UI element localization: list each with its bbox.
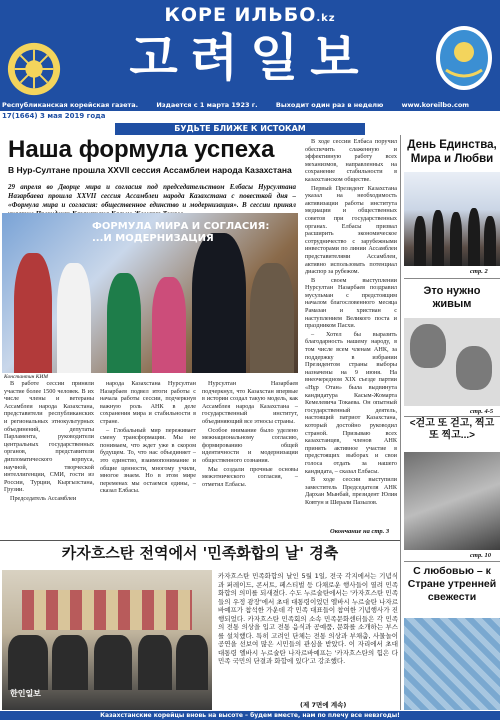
assembly-emblem-icon <box>432 22 496 94</box>
sidebar-photo <box>404 172 500 266</box>
article-column <box>202 380 298 528</box>
photo-figure <box>176 635 208 690</box>
photo-figure <box>52 635 88 690</box>
korean-title: 고려일보 <box>129 28 371 87</box>
paragraph: В своем выступлении Нурсултан Назарбаев поздравил мусульман с предстоящим началом благословенного месяца Рамазан и христиан с наступлением Великого поста и праздником Пасхи. <box>305 276 397 330</box>
masthead <box>0 0 500 100</box>
korean-article-body: 카자흐스탄 민족화합의 날인 5월 1일, 전국 각지에서는 기념식과 퍼레이드, 콘서트, 페스티벌 등 다채로운 행사들이 열려 민족화합의 의미를 되새겼다. 수도 누르술탄에서는 '카자흐스탄 민족들의 우정 광장'에서 초대 대통령이었던 엘바시 누르술탄 나자르바예프가 참석한 가운데 각 민족 대표들이 참여한 기념행사가 진행되었다. 카자흐스탄 민족회의 소속 민족문화센터들은 각 민족의 전통 의상을 입고 전통 음식과 공예품, 문화를 소개하는 부스를 설치했다. 특히 고려인 단체는 전통 의상과 부채춤, 사물놀이 공연을 선보여 많은 시민들의 관심을 받았다. 이 자리에서 초대대통령 엘바시 누르술탄 나자르바예프는 '카자흐스탄의 힘은 다민족 국민의 단결과 화합에 있다'고 강조했다. <box>218 572 398 665</box>
column-divider <box>400 135 401 710</box>
paragraph: В ходе сессии Елбаса поручил обеспечить слаженную и эффективную работу всех механизмов, направленных на сохранение стабильности в казахстанском обществе. <box>305 138 397 183</box>
sidebar-divider <box>404 278 500 279</box>
photo-figure <box>468 208 480 266</box>
issue-line: 17(1664) 3 мая 2019 года <box>2 112 106 120</box>
main-photo <box>2 213 298 373</box>
slogan-banner: БУДЬТЕ БЛИЖЕ К ИСТОКАМ <box>115 123 365 135</box>
paragraph: Особое внимание было уделено межнациональному согласию, формированию общей идентичности и модернизации общественного сознания. <box>202 426 298 464</box>
main-subhead: В Нур-Султане прошла XXVII сессия Ассамблеи народа Казахстана <box>8 165 292 175</box>
sidebar-item-title[interactable]: <걷고 또 걷고, 찍고 또 찍고...> <box>409 418 495 441</box>
photo-watermark: 한인일보 <box>10 689 41 698</box>
sidebar-photo <box>404 618 500 710</box>
photo-figure <box>250 263 294 373</box>
photo-figure <box>414 216 426 266</box>
photo-figure <box>107 273 141 373</box>
photo-figure <box>432 210 444 266</box>
paragraph: Председатель Ассамблеи <box>10 494 77 502</box>
sidebar-divider <box>404 561 500 562</box>
article-column <box>4 380 94 528</box>
sidebar-item-title[interactable]: День Единства, Мира и Любви <box>407 139 497 165</box>
tagline-item: Выходит один раз в неделю <box>275 101 384 109</box>
paragraph: – Хотел бы выразить благодарность нашему народу, в том числе всем членам АНК, за поддержку в избрании Президентом страны выборы назначены на 9 июня. На внеочередном XIX съезде партии «Нұр Отан» была выдвинута кандидатура Касым-Жомарта Кемелевича Токаева. Он опытный государственный деятель, настоящий патриот Казахстана, который достойно руководил страной. Призываю всех казахстанцев, членов АНК принять активное участие в предстоящих выборах и свои голоса отдать за нашего кандидата, – сказал Елбасы. <box>305 330 397 475</box>
sidebar-photo <box>404 452 500 550</box>
latin-title: КОРЕ ИЛЬБО.kz <box>164 4 336 26</box>
photo-figure <box>57 263 91 373</box>
article-column <box>305 138 397 528</box>
page-reference[interactable]: стр. 2 <box>470 268 488 275</box>
paragraph: В ходе сессии выступили заместитель Председателя АНК Дархан Мынбай, президент Юлия Ковтун и Шерали Пазылов. <box>305 476 397 506</box>
photo-figure <box>192 233 246 373</box>
tagline-item: Издается с 1 марта 1923 г. <box>156 101 258 109</box>
photo-figure <box>152 277 186 373</box>
footer-strip: Казахстанские корейцы вновь на высоте – будем вместе, нам по плечу все невзгоды! <box>0 711 500 720</box>
photo-figure <box>94 635 132 690</box>
paragraph: Первый Президент Казахстана указал на необходимость активизации работы института медиации и общественных советов при государственных органах. Елбасы призвал расширить экономическое сотрудничество с зарубежными инвесторами по линии Ассамблеи представителями Ассамблеи, активно использовать потенциал диаспор за рубежом. <box>305 184 397 276</box>
paragraph: Мы создали прочные основы межэтнического согласия, – отметил Елбасы. <box>202 465 298 488</box>
photo-figure <box>14 253 52 373</box>
tagline-bar <box>0 100 500 111</box>
sidebar-item-title[interactable]: С любовью – к Стране утренней свежести <box>407 565 497 603</box>
main-lead: 29 апреля во Дворце мира и согласия под председательством Елбасы Нурсултана Назарбаева прошла XXVII сессия Ассамблеи народа Казахстана с повесткой дня – «Формула мира и согласия: общественное единство и модернизация». В сессии принял <box>8 183 296 209</box>
article-column <box>100 380 196 528</box>
photo-figure <box>8 635 48 690</box>
continued-note[interactable]: Окончание на стр. 3 <box>330 528 390 535</box>
sidebar-item-title[interactable]: Это нужно живым <box>423 285 481 310</box>
website-link[interactable]: www.koreilbo.com <box>401 101 470 109</box>
continued-note[interactable]: (제 7면에 계속) <box>300 701 347 709</box>
korean-headline: 카자흐스탄 전역에서 '민족화합의 날' 경축 <box>0 540 400 564</box>
page-reference[interactable]: стр. 10 <box>470 552 491 559</box>
photo-figure <box>138 635 172 690</box>
paragraph: Нурсултан Назарбаев подчеркнул, что Казахстан впервые в истории создал такую модель, как Ассамблея народа Казахстана – государственный институт, объединяющий все этносы страны. <box>202 380 298 425</box>
portrait <box>456 346 492 390</box>
photo-figure <box>484 216 496 266</box>
photo-credit: Константин КИМ <box>4 374 48 380</box>
portrait <box>410 324 446 368</box>
main-headline: Наша формула успеха <box>8 136 275 163</box>
paragraph: В работе сессии приняли участие более 1500 человек. В их числе члены и ветераны Ассамблеи народа Казахстана, представители республиканских и региональных этнокультурных объединений, депутаты Парламента, руководители центральных государственных органов, представители дипломатического корпуса, научной, творческой интеллигенции, СМИ, гости из России, Турции, Кыргызстана, Грузии. <box>4 380 94 494</box>
paragraph: – Глобальный мир переживает смену трансформации. Мы не понимаем, что ждет уже в скором будущем. То, что нас объединяет – это единство, взаимопонимание и общие ценности, многому учили, многое знаем. Но в этом мире переменах мы остаемся едины, – сказал Елбасы. <box>100 426 196 495</box>
photo-banner-text: ФОРМУЛА МИРА И СОГЛАСИЯ: ...И МОДЕРНИЗАЦИЯ <box>92 221 270 244</box>
photo-backdrop <box>22 590 192 630</box>
photo-figure <box>450 212 462 266</box>
sidebar-divider <box>404 416 500 417</box>
tagline-item: Республиканская корейская газета. <box>2 101 139 109</box>
paragraph: народа Казахстана Нурсултан Назарбаев подвел итоги работы с начала работы сессии, подчеркнув важную роль АНК в деле сохранения мира и стабильности в стране. <box>100 380 196 425</box>
sidebar-photo <box>404 318 500 406</box>
page-reference[interactable]: стр. 4-5 <box>470 408 494 415</box>
